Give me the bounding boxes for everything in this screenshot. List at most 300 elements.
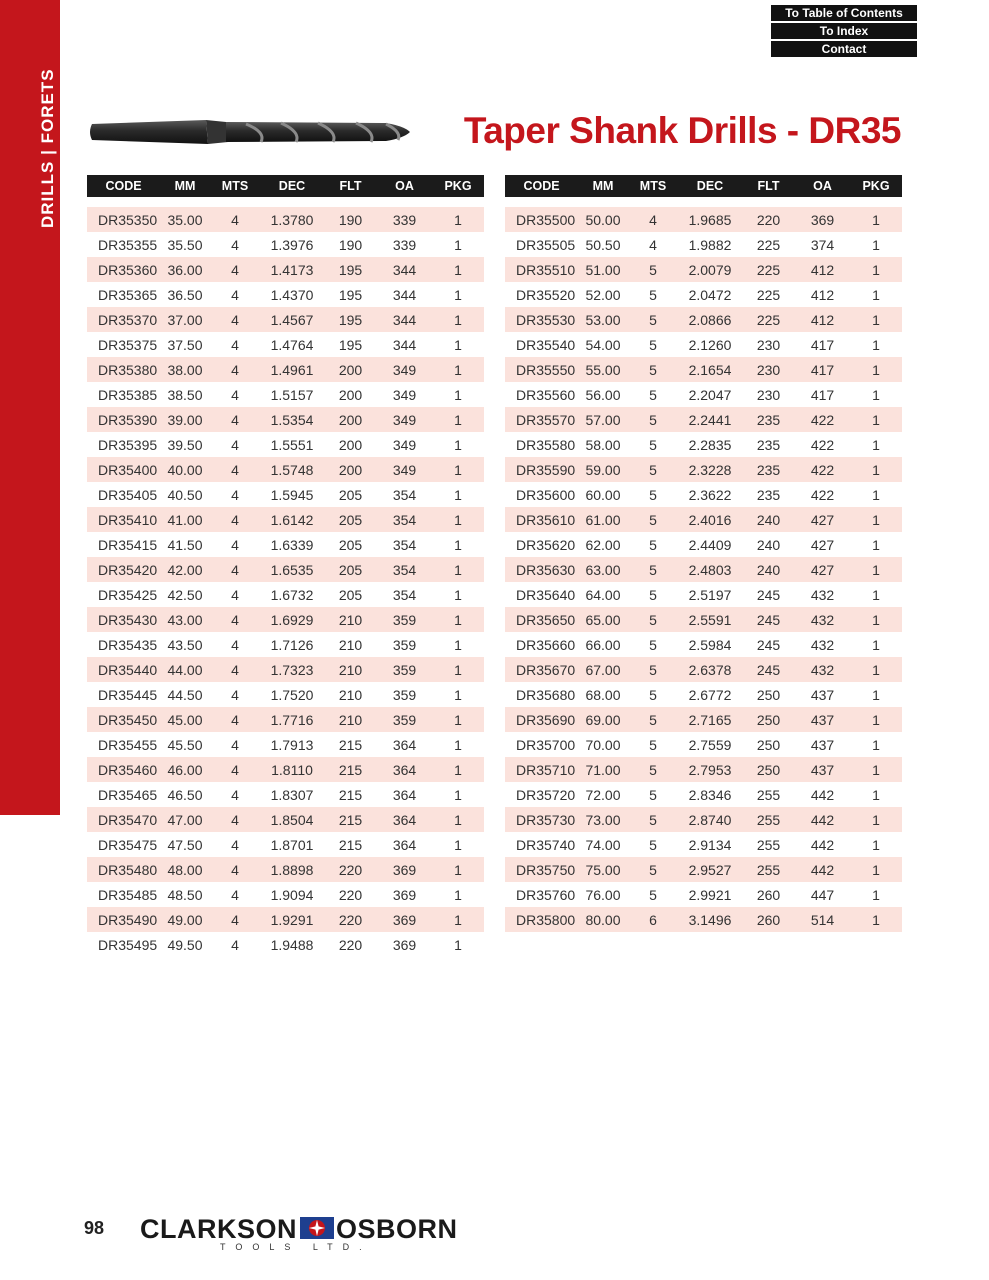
cell-pkg: 1 xyxy=(850,407,902,432)
table-row xyxy=(87,257,484,282)
cell-code: DR35420 xyxy=(87,557,160,582)
table-row xyxy=(505,202,902,232)
cell-dec: 1.5157 xyxy=(260,382,324,407)
table-row xyxy=(505,332,902,357)
table-row xyxy=(87,857,484,882)
cell-mts: 5 xyxy=(628,782,678,807)
cell-code: DR35355 xyxy=(87,232,160,257)
cell-dec: 1.9094 xyxy=(260,882,324,907)
cell-oa: 427 xyxy=(795,557,850,582)
cell-dec: 1.7716 xyxy=(260,707,324,732)
logo-word-osborn: OSBORN xyxy=(336,1214,458,1244)
cell-mts: 4 xyxy=(628,232,678,257)
table-row xyxy=(505,407,902,432)
cell-code: DR35485 xyxy=(87,882,160,907)
cell-mts: 5 xyxy=(628,382,678,407)
table-row xyxy=(87,907,484,932)
cell-flt: 255 xyxy=(742,807,795,832)
cell-dec: 2.2441 xyxy=(678,407,742,432)
cell-dec: 2.2047 xyxy=(678,382,742,407)
table-row xyxy=(505,307,902,332)
cell-mm: 64.00 xyxy=(578,582,628,607)
cell-flt: 210 xyxy=(324,682,377,707)
cell-dec: 1.4961 xyxy=(260,357,324,382)
cell-code: DR35350 xyxy=(87,202,160,232)
table-row xyxy=(505,582,902,607)
cell-code: DR35400 xyxy=(87,457,160,482)
cell-dec: 2.1260 xyxy=(678,332,742,357)
cell-flt: 230 xyxy=(742,357,795,382)
cell-mm: 36.50 xyxy=(160,282,210,307)
table-row xyxy=(87,232,484,257)
cell-mts: 5 xyxy=(628,882,678,907)
table-row xyxy=(505,907,902,932)
cell-code: DR35435 xyxy=(87,632,160,657)
cell-dec: 1.4764 xyxy=(260,332,324,357)
table-row xyxy=(87,607,484,632)
cell-mm: 74.00 xyxy=(578,832,628,857)
table-row xyxy=(87,782,484,807)
table-row xyxy=(505,857,902,882)
cell-code: DR35620 xyxy=(505,532,578,557)
cell-pkg: 1 xyxy=(850,282,902,307)
cell-flt: 205 xyxy=(324,582,377,607)
column-header-dec: DEC xyxy=(260,175,324,202)
table-row xyxy=(505,632,902,657)
cell-mm: 70.00 xyxy=(578,732,628,757)
cell-mm: 43.00 xyxy=(160,607,210,632)
cell-code: DR35750 xyxy=(505,857,578,882)
cell-dec: 1.7913 xyxy=(260,732,324,757)
cell-oa: 437 xyxy=(795,682,850,707)
cell-flt: 205 xyxy=(324,532,377,557)
cell-mts: 5 xyxy=(628,332,678,357)
cell-code: DR35590 xyxy=(505,457,578,482)
cell-pkg: 1 xyxy=(432,432,484,457)
table-row xyxy=(505,782,902,807)
cell-code: DR35445 xyxy=(87,682,160,707)
table-row xyxy=(87,882,484,907)
cell-mts: 4 xyxy=(210,682,260,707)
cell-mm: 41.00 xyxy=(160,507,210,532)
cell-oa: 339 xyxy=(377,202,432,232)
cell-flt: 235 xyxy=(742,407,795,432)
cell-oa: 437 xyxy=(795,707,850,732)
cell-code: DR35560 xyxy=(505,382,578,407)
column-header-oa: OA xyxy=(795,175,850,202)
cell-flt: 215 xyxy=(324,757,377,782)
cell-pkg: 1 xyxy=(850,257,902,282)
cell-code: DR35385 xyxy=(87,382,160,407)
index-link[interactable]: To Index xyxy=(771,23,917,39)
cell-mts: 4 xyxy=(210,732,260,757)
cell-oa: 349 xyxy=(377,457,432,482)
cell-dec: 1.4173 xyxy=(260,257,324,282)
cell-dec: 2.6772 xyxy=(678,682,742,707)
cell-pkg: 1 xyxy=(432,507,484,532)
table-row xyxy=(505,457,902,482)
cell-mts: 4 xyxy=(210,607,260,632)
cell-pkg: 1 xyxy=(432,332,484,357)
cell-mm: 46.00 xyxy=(160,757,210,782)
column-header-mts: MTS xyxy=(210,175,260,202)
table-row xyxy=(87,807,484,832)
cell-dec: 1.6142 xyxy=(260,507,324,532)
cell-dec: 2.4016 xyxy=(678,507,742,532)
cell-mts: 4 xyxy=(210,382,260,407)
table-row xyxy=(505,657,902,682)
cell-mm: 60.00 xyxy=(578,482,628,507)
table-row xyxy=(87,832,484,857)
cell-flt: 240 xyxy=(742,532,795,557)
cell-code: DR35720 xyxy=(505,782,578,807)
cell-dec: 1.6732 xyxy=(260,582,324,607)
cell-dec: 1.5354 xyxy=(260,407,324,432)
cell-oa: 344 xyxy=(377,257,432,282)
cell-mts: 5 xyxy=(628,507,678,532)
cell-dec: 2.5591 xyxy=(678,607,742,632)
cell-dec: 1.4370 xyxy=(260,282,324,307)
cell-mts: 5 xyxy=(628,532,678,557)
cell-code: DR35455 xyxy=(87,732,160,757)
cell-code: DR35680 xyxy=(505,682,578,707)
cell-dec: 2.6378 xyxy=(678,657,742,682)
cell-mts: 5 xyxy=(628,482,678,507)
table-row xyxy=(87,557,484,582)
cell-dec: 2.7953 xyxy=(678,757,742,782)
cell-mm: 40.50 xyxy=(160,482,210,507)
column-header-oa: OA xyxy=(377,175,432,202)
column-header-mts: MTS xyxy=(628,175,678,202)
cell-code: DR35450 xyxy=(87,707,160,732)
cell-pkg: 1 xyxy=(432,782,484,807)
cell-flt: 215 xyxy=(324,782,377,807)
cell-mm: 69.00 xyxy=(578,707,628,732)
cell-pkg: 1 xyxy=(432,407,484,432)
cell-mts: 5 xyxy=(628,457,678,482)
table-row xyxy=(505,432,902,457)
cell-flt: 245 xyxy=(742,582,795,607)
cell-pkg: 1 xyxy=(850,432,902,457)
cell-dec: 1.9291 xyxy=(260,907,324,932)
cell-mts: 4 xyxy=(210,407,260,432)
cell-oa: 442 xyxy=(795,857,850,882)
cell-dec: 2.9921 xyxy=(678,882,742,907)
cell-dec: 2.0472 xyxy=(678,282,742,307)
cell-pkg: 1 xyxy=(432,932,484,957)
cell-mts: 5 xyxy=(628,832,678,857)
cell-mts: 5 xyxy=(628,407,678,432)
cell-oa: 359 xyxy=(377,632,432,657)
cell-mts: 4 xyxy=(210,232,260,257)
cell-oa: 344 xyxy=(377,307,432,332)
table-header-row xyxy=(505,175,902,202)
cell-code: DR35580 xyxy=(505,432,578,457)
cell-dec: 1.4567 xyxy=(260,307,324,332)
cell-mts: 5 xyxy=(628,432,678,457)
cell-pkg: 1 xyxy=(850,907,902,932)
cell-oa: 349 xyxy=(377,432,432,457)
cell-pkg: 1 xyxy=(432,282,484,307)
cell-flt: 190 xyxy=(324,202,377,232)
cell-flt: 250 xyxy=(742,757,795,782)
cell-flt: 210 xyxy=(324,657,377,682)
cell-oa: 364 xyxy=(377,732,432,757)
cell-mm: 75.00 xyxy=(578,857,628,882)
cell-mm: 38.00 xyxy=(160,357,210,382)
cell-oa: 339 xyxy=(377,232,432,257)
cell-oa: 364 xyxy=(377,832,432,857)
cell-pkg: 1 xyxy=(432,732,484,757)
cell-pkg: 1 xyxy=(432,632,484,657)
cell-code: DR35630 xyxy=(505,557,578,582)
cell-flt: 250 xyxy=(742,732,795,757)
cell-pkg: 1 xyxy=(850,232,902,257)
cell-mts: 5 xyxy=(628,557,678,582)
cell-code: DR35610 xyxy=(505,507,578,532)
table-row xyxy=(87,682,484,707)
cell-oa: 442 xyxy=(795,832,850,857)
cell-code: DR35430 xyxy=(87,607,160,632)
cell-flt: 220 xyxy=(742,202,795,232)
contact-link[interactable]: Contact xyxy=(771,41,917,57)
table-of-contents-link[interactable]: To Table of Contents xyxy=(771,5,917,21)
cell-flt: 260 xyxy=(742,882,795,907)
cell-dec: 1.7323 xyxy=(260,657,324,682)
cell-dec: 2.9527 xyxy=(678,857,742,882)
cell-mts: 5 xyxy=(628,582,678,607)
cell-code: DR35425 xyxy=(87,582,160,607)
cell-code: DR35465 xyxy=(87,782,160,807)
cell-pkg: 1 xyxy=(432,582,484,607)
cell-pkg: 1 xyxy=(432,532,484,557)
cell-mts: 4 xyxy=(210,532,260,557)
cell-mm: 63.00 xyxy=(578,557,628,582)
cell-code: DR35670 xyxy=(505,657,578,682)
cell-code: DR35370 xyxy=(87,307,160,332)
table-row xyxy=(505,882,902,907)
cell-dec: 2.9134 xyxy=(678,832,742,857)
cell-flt: 225 xyxy=(742,232,795,257)
cell-dec: 2.7165 xyxy=(678,707,742,732)
cell-oa: 369 xyxy=(377,882,432,907)
cell-mm: 68.00 xyxy=(578,682,628,707)
cell-flt: 190 xyxy=(324,232,377,257)
cell-mm: 56.00 xyxy=(578,382,628,407)
spec-table-left xyxy=(87,175,484,957)
cell-flt: 220 xyxy=(324,857,377,882)
cell-oa: 422 xyxy=(795,432,850,457)
cell-pkg: 1 xyxy=(850,682,902,707)
cell-mts: 5 xyxy=(628,257,678,282)
cell-pkg: 1 xyxy=(850,332,902,357)
cell-mm: 53.00 xyxy=(578,307,628,332)
cell-dec: 2.0079 xyxy=(678,257,742,282)
cell-oa: 359 xyxy=(377,707,432,732)
cell-oa: 364 xyxy=(377,807,432,832)
column-header-pkg: PKG xyxy=(850,175,902,202)
cell-mts: 4 xyxy=(210,932,260,957)
cell-mm: 44.00 xyxy=(160,657,210,682)
cell-mm: 50.50 xyxy=(578,232,628,257)
cell-flt: 215 xyxy=(324,807,377,832)
cell-code: DR35380 xyxy=(87,357,160,382)
table-row xyxy=(505,832,902,857)
cell-oa: 369 xyxy=(795,202,850,232)
cell-mts: 4 xyxy=(210,782,260,807)
cell-pkg: 1 xyxy=(432,482,484,507)
cell-code: DR35660 xyxy=(505,632,578,657)
cell-mm: 44.50 xyxy=(160,682,210,707)
table-row xyxy=(505,532,902,557)
cell-oa: 437 xyxy=(795,757,850,782)
cell-dec: 1.6535 xyxy=(260,557,324,582)
cell-oa: 349 xyxy=(377,357,432,382)
cell-oa: 437 xyxy=(795,732,850,757)
cell-pkg: 1 xyxy=(850,732,902,757)
clarkson-osborn-logo-mark xyxy=(300,1217,334,1239)
cell-flt: 245 xyxy=(742,632,795,657)
cell-pkg: 1 xyxy=(432,757,484,782)
cell-oa: 354 xyxy=(377,482,432,507)
cell-mm: 49.00 xyxy=(160,907,210,932)
cell-code: DR35495 xyxy=(87,932,160,957)
cell-mm: 65.00 xyxy=(578,607,628,632)
cell-flt: 235 xyxy=(742,432,795,457)
cell-flt: 240 xyxy=(742,557,795,582)
cell-mm: 36.00 xyxy=(160,257,210,282)
table-row xyxy=(505,807,902,832)
cell-pkg: 1 xyxy=(850,882,902,907)
cell-pkg: 1 xyxy=(432,682,484,707)
cell-flt: 220 xyxy=(324,932,377,957)
cell-mm: 57.00 xyxy=(578,407,628,432)
table-row xyxy=(505,282,902,307)
cell-flt: 240 xyxy=(742,507,795,532)
cell-mts: 4 xyxy=(210,332,260,357)
cell-code: DR35650 xyxy=(505,607,578,632)
table-row xyxy=(505,232,902,257)
table-row xyxy=(505,557,902,582)
cell-mts: 4 xyxy=(210,832,260,857)
cell-pkg: 1 xyxy=(850,657,902,682)
cell-flt: 255 xyxy=(742,857,795,882)
cell-code: DR35410 xyxy=(87,507,160,532)
cell-dec: 2.4409 xyxy=(678,532,742,557)
cell-oa: 412 xyxy=(795,257,850,282)
cell-mm: 43.50 xyxy=(160,632,210,657)
cell-pkg: 1 xyxy=(432,857,484,882)
cell-mts: 4 xyxy=(210,907,260,932)
cell-pkg: 1 xyxy=(850,382,902,407)
cell-oa: 422 xyxy=(795,482,850,507)
column-header-flt: FLT xyxy=(742,175,795,202)
cell-dec: 2.1654 xyxy=(678,357,742,382)
cell-flt: 210 xyxy=(324,707,377,732)
table-row xyxy=(87,432,484,457)
cell-mm: 48.00 xyxy=(160,857,210,882)
cell-mts: 4 xyxy=(210,307,260,332)
cell-mts: 4 xyxy=(210,882,260,907)
cell-dec: 3.1496 xyxy=(678,907,742,932)
cell-pkg: 1 xyxy=(432,257,484,282)
cell-pkg: 1 xyxy=(432,907,484,932)
cell-pkg: 1 xyxy=(850,757,902,782)
table-row xyxy=(87,457,484,482)
cell-mm: 80.00 xyxy=(578,907,628,932)
cell-mm: 45.00 xyxy=(160,707,210,732)
cell-flt: 200 xyxy=(324,382,377,407)
cell-pkg: 1 xyxy=(850,482,902,507)
cell-dec: 1.6339 xyxy=(260,532,324,557)
cell-pkg: 1 xyxy=(850,557,902,582)
cell-dec: 2.5984 xyxy=(678,632,742,657)
side-tab-label: DRILLS | FORETS xyxy=(38,68,57,228)
cell-mm: 42.00 xyxy=(160,557,210,582)
cell-mts: 5 xyxy=(628,307,678,332)
cell-dec: 2.2835 xyxy=(678,432,742,457)
cell-oa: 427 xyxy=(795,532,850,557)
cell-mts: 4 xyxy=(210,557,260,582)
cell-mts: 4 xyxy=(210,457,260,482)
cell-mm: 48.50 xyxy=(160,882,210,907)
cell-mm: 35.50 xyxy=(160,232,210,257)
cell-mm: 37.00 xyxy=(160,307,210,332)
cell-pkg: 1 xyxy=(850,507,902,532)
cell-code: DR35395 xyxy=(87,432,160,457)
cell-pkg: 1 xyxy=(432,882,484,907)
table-row xyxy=(87,482,484,507)
cell-oa: 412 xyxy=(795,307,850,332)
cell-dec: 2.8740 xyxy=(678,807,742,832)
table-header-row xyxy=(87,175,484,202)
cell-flt: 260 xyxy=(742,907,795,932)
table-row xyxy=(505,732,902,757)
cell-mm: 47.00 xyxy=(160,807,210,832)
cell-code: DR35475 xyxy=(87,832,160,857)
cell-flt: 250 xyxy=(742,707,795,732)
table-row xyxy=(87,657,484,682)
cell-flt: 220 xyxy=(324,882,377,907)
cell-oa: 417 xyxy=(795,332,850,357)
cell-mts: 5 xyxy=(628,657,678,682)
cell-code: DR35710 xyxy=(505,757,578,782)
cell-flt: 255 xyxy=(742,832,795,857)
cell-oa: 422 xyxy=(795,407,850,432)
logo-subtitle: TOOLS LTD. xyxy=(220,1242,372,1252)
cell-code: DR35550 xyxy=(505,357,578,382)
cell-oa: 427 xyxy=(795,507,850,532)
cell-pkg: 1 xyxy=(432,357,484,382)
cell-mm: 54.00 xyxy=(578,332,628,357)
cell-code: DR35440 xyxy=(87,657,160,682)
cell-oa: 344 xyxy=(377,332,432,357)
cell-dec: 1.8898 xyxy=(260,857,324,882)
cell-mts: 5 xyxy=(628,282,678,307)
cell-dec: 1.3780 xyxy=(260,202,324,232)
cell-code: DR35510 xyxy=(505,257,578,282)
cell-dec: 1.3976 xyxy=(260,232,324,257)
cell-oa: 349 xyxy=(377,382,432,407)
table-row xyxy=(87,932,484,957)
cell-pkg: 1 xyxy=(432,202,484,232)
cell-mts: 4 xyxy=(210,582,260,607)
cell-pkg: 1 xyxy=(850,707,902,732)
cell-mm: 62.00 xyxy=(578,532,628,557)
cell-dec: 1.8110 xyxy=(260,757,324,782)
cell-dec: 2.3622 xyxy=(678,482,742,507)
cell-mm: 66.00 xyxy=(578,632,628,657)
